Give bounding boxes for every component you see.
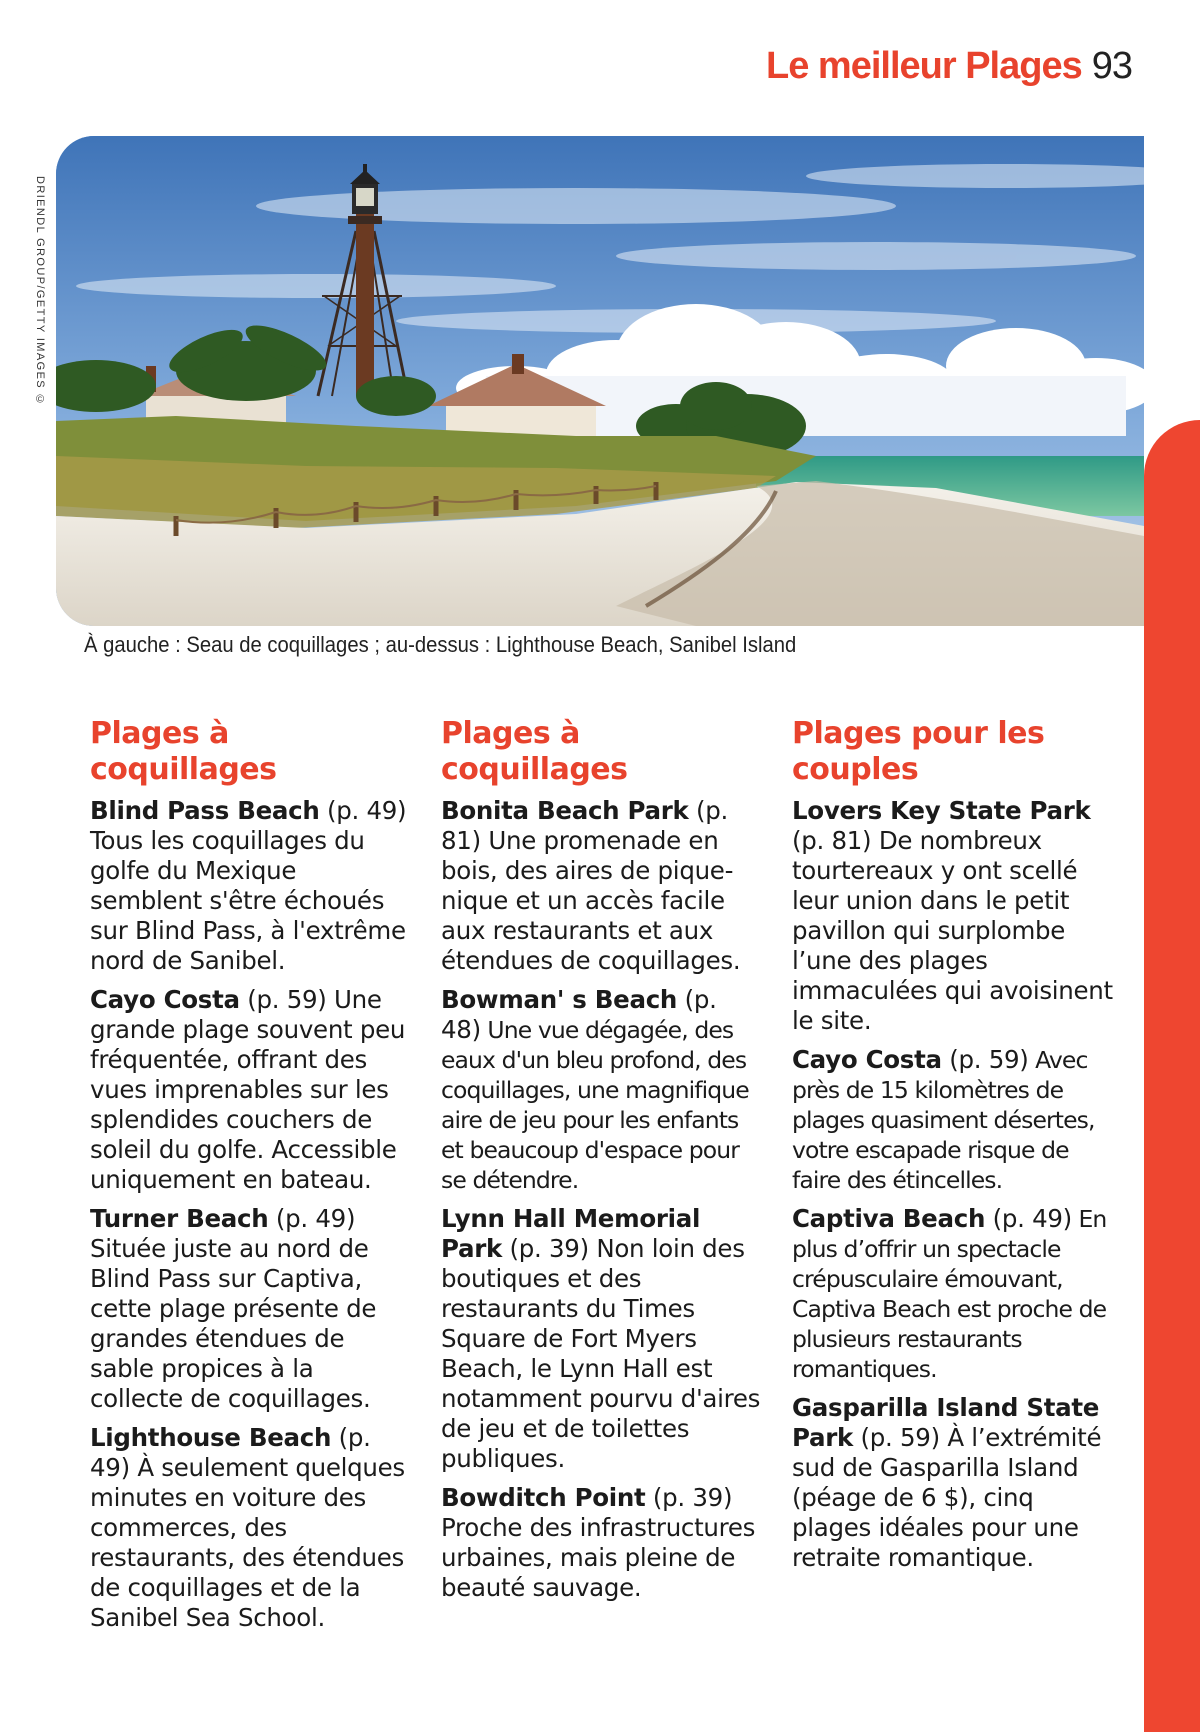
column-heading: Plages pour les couples bbox=[792, 716, 1045, 787]
beach-name: Lighthouse Beach bbox=[90, 1423, 332, 1452]
page-ref: (p. 81) bbox=[792, 826, 872, 855]
beach-entry bbox=[90, 796, 412, 976]
beach-name: Cayo Costa bbox=[792, 1045, 942, 1074]
page-ref: (p. 49) bbox=[90, 1423, 371, 1482]
beach-name: Bowman' s Beach bbox=[441, 985, 678, 1014]
beach-entry bbox=[792, 1204, 1114, 1384]
beach-entry bbox=[90, 1204, 412, 1414]
column-heading: Plages à coquillages bbox=[90, 716, 277, 787]
page-ref: (p. 59) bbox=[239, 985, 327, 1014]
beach-description: À seulement quelques minutes en voiture des commerces, des restaurants, des étendues de coquillages et de la Sanibel Sea School. bbox=[90, 1453, 405, 1632]
page-ref: (p. 49) bbox=[319, 796, 407, 825]
page-ref: (p. 39) bbox=[502, 1234, 589, 1263]
beach-description: En plus d’offrir un spectacle crépusculaire émouvant, Captiva Beach est proche de plusieurs restaurants romantiques. bbox=[792, 1205, 1107, 1383]
beach-entry bbox=[792, 1045, 1114, 1195]
running-header bbox=[766, 44, 1132, 88]
beach-entry bbox=[792, 1393, 1114, 1573]
beach-entry bbox=[441, 796, 763, 976]
beach-description: Non loin des boutiques et des restaurants du Times Square de Fort Myers Beach, le Lynn Hall est notamment pourvu d'aires de jeu et de toilettes publiques. bbox=[441, 1234, 761, 1473]
page-ref: (p. 49) bbox=[985, 1204, 1072, 1233]
beach-name: Blind Pass Beach bbox=[90, 796, 320, 825]
beach-entry bbox=[441, 1483, 763, 1603]
column-shell-beaches-2 bbox=[441, 716, 763, 1612]
beach-description: Proche des infrastructures urbaines, mais pleine de beauté sauvage. bbox=[441, 1513, 756, 1602]
beach-description: À l’extrémité sud de Gasparilla Island (péage de 6 $), cinq plages idéales pour une retraite romantique. bbox=[792, 1423, 1102, 1572]
lighthouse-beach-photo bbox=[56, 136, 1144, 626]
beach-name: Cayo Costa bbox=[90, 985, 240, 1014]
column-shell-beaches-1 bbox=[90, 716, 412, 1642]
beach-name: Bonita Beach Park bbox=[441, 796, 689, 825]
beach-description: Tous les coquillages du golfe du Mexique semblent s'être échoués sur Blind Pass, à l'extrême nord de Sanibel. bbox=[90, 826, 406, 975]
beach-description: Une grande plage souvent peu fréquentée, offrant des vues imprenables sur les splendides couchers de soleil du golfe. Accessible uniquement en bateau. bbox=[90, 985, 406, 1194]
beach-name: Bowditch Point bbox=[441, 1483, 646, 1512]
beach-entry bbox=[90, 1423, 412, 1633]
beach-entry bbox=[90, 985, 412, 1195]
beach-name: Lovers Key State Park bbox=[792, 796, 1091, 825]
beach-description: Une promenade en bois, des aires de pique-nique et un accès facile aux restaurants et aux étendues de coquillages. bbox=[441, 826, 741, 975]
photo-credit: DRIENDL GROUP/GETTY IMAGES © bbox=[34, 176, 46, 407]
page-ref: (p. 59) bbox=[853, 1423, 940, 1452]
beach-description: Avec près de 15 kilomètres de plages quasiment désertes, votre escapade risque de faire des étincelles. bbox=[792, 1046, 1095, 1194]
edge-tab bbox=[1144, 420, 1200, 1732]
beach-entry bbox=[441, 985, 763, 1195]
page-ref: (p. 39) bbox=[645, 1483, 733, 1512]
section-title: Le meilleur Plages bbox=[766, 45, 1082, 87]
page-ref: (p. 49) bbox=[268, 1204, 356, 1233]
beach-name: Captiva Beach bbox=[792, 1204, 986, 1233]
beach-description: Située juste au nord de Blind Pass sur Captiva, cette plage présente de grandes étendues de sable propices à la collecte de coquillages. bbox=[90, 1234, 377, 1413]
page-ref: (p. 81) bbox=[441, 796, 729, 855]
beach-entry bbox=[792, 796, 1114, 1036]
beach-name: Lynn Hall Memorial Park bbox=[441, 1204, 701, 1263]
page-number: 93 bbox=[1091, 45, 1132, 87]
beach-name: Gasparilla Island State Park bbox=[792, 1393, 1100, 1452]
beach-description: Une vue dégagée, des eaux d'un bleu profond, des coquillages, une magnifique aire de jeu pour les enfants et beaucoup d'espace pour se détendre. bbox=[441, 1016, 749, 1194]
page-ref: (p. 59) bbox=[941, 1045, 1029, 1074]
column-couples-beaches bbox=[792, 716, 1114, 1582]
photo-caption: À gauche : Seau de coquillages ; au-dessus : Lighthouse Beach, Sanibel Island bbox=[84, 632, 797, 657]
photo-illustration bbox=[56, 136, 1144, 626]
beach-description: De nombreux tourtereaux y ont scellé leur union dans le petit pavillon qui surplombe l’une des plages immaculées qui avoisinent le site. bbox=[792, 826, 1113, 1035]
page-ref: (p. 48) bbox=[441, 985, 717, 1044]
column-heading: Plages à coquillages bbox=[441, 716, 628, 787]
beach-entry bbox=[441, 1204, 763, 1474]
beach-name: Turner Beach bbox=[90, 1204, 269, 1233]
